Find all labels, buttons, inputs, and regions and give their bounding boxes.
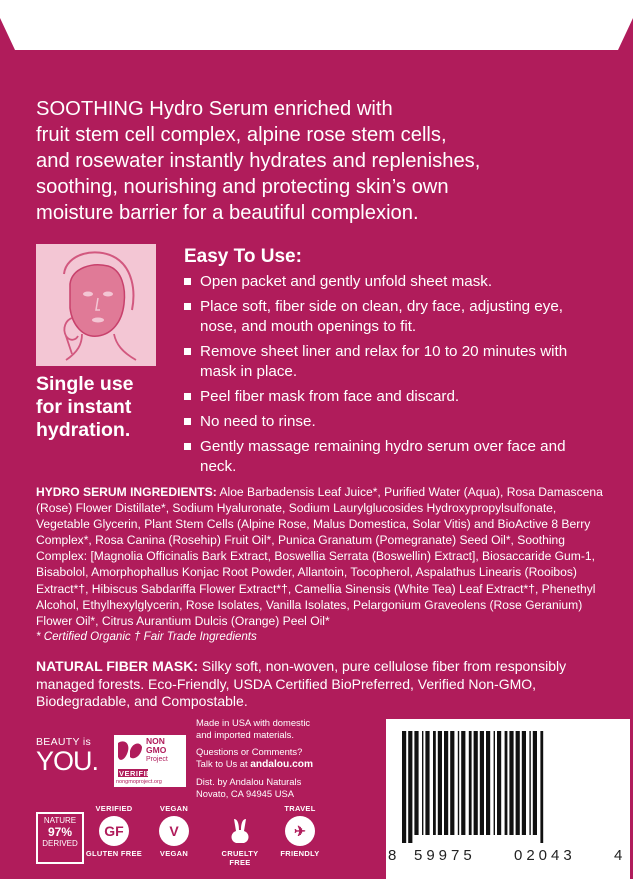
non-gmo-verified-badge (114, 735, 186, 787)
single-use-callout (36, 373, 162, 442)
certification-note: * Certified Organic † Fair Trade Ingredients (36, 630, 257, 643)
gluten-free-icon (99, 816, 129, 846)
barcode-bar (486, 731, 490, 835)
intro-description (36, 96, 616, 226)
travel-friendly-badge (270, 804, 330, 858)
usage-step (184, 272, 604, 292)
tear-notch-edge (0, 0, 633, 62)
face-with-sheet-mask-icon (36, 244, 156, 366)
usage-step (184, 297, 604, 337)
bunny-icon (224, 815, 256, 847)
fiber-mask-text: Silky soft, non-woven, pure cellulose fiber from responsibly managed forests. Eco-Friendly, USDA Certified BioPreferred, Verified Non-GMO, Biodegradable, and Compostable. (36, 658, 567, 709)
fiber-mask-heading: NATURAL FIBER MASK: (36, 658, 199, 674)
barcode-bar (425, 731, 429, 835)
vegan-badge (144, 804, 204, 858)
barcode-bar (402, 731, 406, 843)
barcode-bar (450, 731, 454, 835)
brand-tagline (36, 736, 98, 774)
distributor-line2: Novato, CA 94945 USA (196, 787, 294, 799)
barcode-digit-group: 8 (388, 847, 397, 864)
barcode-bar (497, 731, 501, 835)
barcode-bar (474, 731, 478, 835)
usage-step (184, 387, 604, 407)
ingredients-heading: HYDRO SERUM INGREDIENTS: (36, 485, 217, 499)
barcode-bar (422, 731, 423, 835)
barcode-digit-group: 02043 (514, 847, 576, 864)
usage-step-text: Gently massage remaining hydro serum over face and neck. (200, 438, 566, 475)
ingredients-text: Aloe Barbadensis Leaf Juice*, Purified Water (Aqua), Rosa Damascena (Rose) Flower Distillate*, Sodium Hyaluronate, Sodium Laurylglucosides Hydroxypropylsulfonate, Vegetable Glycerin, Plant Stem Cells (Alpine Rose, Malus Domestica, Solar Vitis) and BioActive 8 Berry Complex*, Rosa Canina (Rosehip) Fruit Oil*, Punica Granatum (Pomegranate) Seed Oil*, Soothing Complex: [Magnolia Officinalis Bark Extract, Boswellia Serrata (Boswellin) Extract], Biosaccaride Gum-1, Bisabolol, Amorphophallus Konjac Root Powder, Allantoin, Tocopherol, Aspalathus Linearis (Rooibos) Extract*†, Hibiscus Sabdariffa Flower Extract*†, Camellia Sinensis (White Tea) Leaf Extract*†, Phenethyl Alcohol, Ethylhexylglycerin, Rose Isolates, Vanilla Isolates, Pelargonium Graveolens (Rose Geranium) Flower Oil*, Citrus Aurantium Dulcis (Orange) Peel Oil* (36, 485, 603, 628)
barcode-bar (529, 731, 530, 835)
non-gmo-line2: GMO (146, 745, 167, 755)
vegan-v-icon (159, 816, 189, 846)
tagline-small: BEAUTY is (36, 736, 92, 748)
bullet-icon (184, 393, 191, 400)
usage-steps (184, 272, 604, 482)
barcode-bar (461, 731, 465, 835)
mask-illustration (36, 244, 156, 366)
bullet-icon (184, 443, 191, 450)
barcode (400, 731, 616, 843)
single-use-line: for instant (36, 396, 132, 418)
barcode-bar (444, 731, 448, 835)
vegan-mark: V (169, 823, 179, 839)
travel-bottom: FRIENDLY (280, 849, 320, 858)
manufacturer-info (196, 717, 356, 805)
vegan-bottom: VEGAN (159, 849, 189, 858)
single-use-line: Single use (36, 373, 134, 395)
barcode-bar (480, 731, 484, 835)
tagline-large: YOU. (36, 746, 99, 776)
made-in-line1: Made in USA with domestic (196, 717, 311, 728)
barcode-digit-group: 59975 (414, 847, 476, 864)
usage-step (184, 437, 604, 477)
cruelty-bottom: CRUELTY FREE (221, 849, 259, 867)
gluten-mark: GF (104, 823, 124, 839)
vegan-top: VEGAN (159, 804, 189, 813)
barcode-digit-group: 4 (614, 847, 623, 864)
bullet-icon (184, 418, 191, 425)
barcode-bar (522, 731, 526, 835)
barcode-bar (469, 731, 472, 835)
website-link[interactable]: andalou.com (250, 758, 314, 770)
bullet-icon (184, 278, 191, 285)
bullet-icon (184, 348, 191, 355)
gluten-free-badge (84, 804, 144, 858)
non-gmo-url: nongmoproject.org (116, 779, 162, 785)
intro-line: SOOTHING Hydro Serum enriched with (36, 98, 393, 120)
barcode-bar (458, 731, 459, 835)
usage-step-text: No need to rinse. (200, 413, 316, 430)
barcode-bar (408, 731, 412, 843)
usage-step (184, 412, 604, 432)
cruelty-free-badge (210, 804, 270, 867)
barcode-bar (433, 731, 436, 835)
certification-badges (0, 804, 380, 879)
gluten-bottom: GLUTEN FREE (85, 849, 143, 858)
usage-step (184, 342, 604, 382)
intro-line: moisture barrier for a beautiful complexion. (36, 202, 419, 224)
nature-percent: 97% (47, 825, 73, 839)
single-use-line: hydration. (36, 419, 131, 441)
intro-line: fruit stem cell complex, alpine rose stem cells, (36, 124, 447, 146)
talk-prefix: Talk to Us at (196, 757, 251, 769)
barcode-bar (509, 731, 513, 835)
questions-label: Questions or Comments? (196, 746, 303, 757)
barcode-panel (386, 719, 630, 879)
made-in-line2: and imported materials. (196, 728, 294, 740)
barcode-bar (516, 731, 520, 835)
barcode-bar (533, 731, 537, 835)
barcode-bar (494, 731, 495, 835)
ingredients-list (36, 484, 610, 629)
non-gmo-verified: VERIFIED (119, 769, 158, 778)
travel-top: TRAVEL (284, 804, 316, 813)
bullet-icon (184, 303, 191, 310)
fiber-mask-description (36, 658, 610, 711)
intro-line: soothing, nourishing and protecting skin’s own (36, 176, 449, 198)
usage-step-text: Remove sheet liner and relax for 10 to 20 minutes with mask in place. (200, 343, 568, 380)
usage-step-text: Peel fiber mask from face and discard. (200, 388, 460, 405)
usage-step-text: Open packet and gently unfold sheet mask. (200, 273, 493, 290)
intro-line: and rosewater instantly hydrates and replenishes, (36, 150, 481, 172)
easy-to-use-heading: Easy To Use: (184, 246, 302, 267)
nature-line3: DERIVED (42, 839, 78, 848)
barcode-bar (438, 731, 442, 835)
barcode-bar (414, 731, 418, 835)
nature-line1: NATURE (43, 816, 77, 825)
non-gmo-line3: Project (146, 756, 168, 763)
barcode-bar (540, 731, 543, 843)
distributor-line1: Dist. by Andalou Naturals (196, 776, 302, 787)
gluten-top: VERIFIED (95, 804, 133, 813)
usage-step-text: Place soft, fiber side on clean, dry face, adjusting eye, nose, and mouth openings to fit. (200, 298, 564, 335)
airplane-icon: ✈ (285, 816, 315, 846)
non-gmo-line1: NON (146, 736, 165, 746)
barcode-bar (505, 731, 508, 835)
